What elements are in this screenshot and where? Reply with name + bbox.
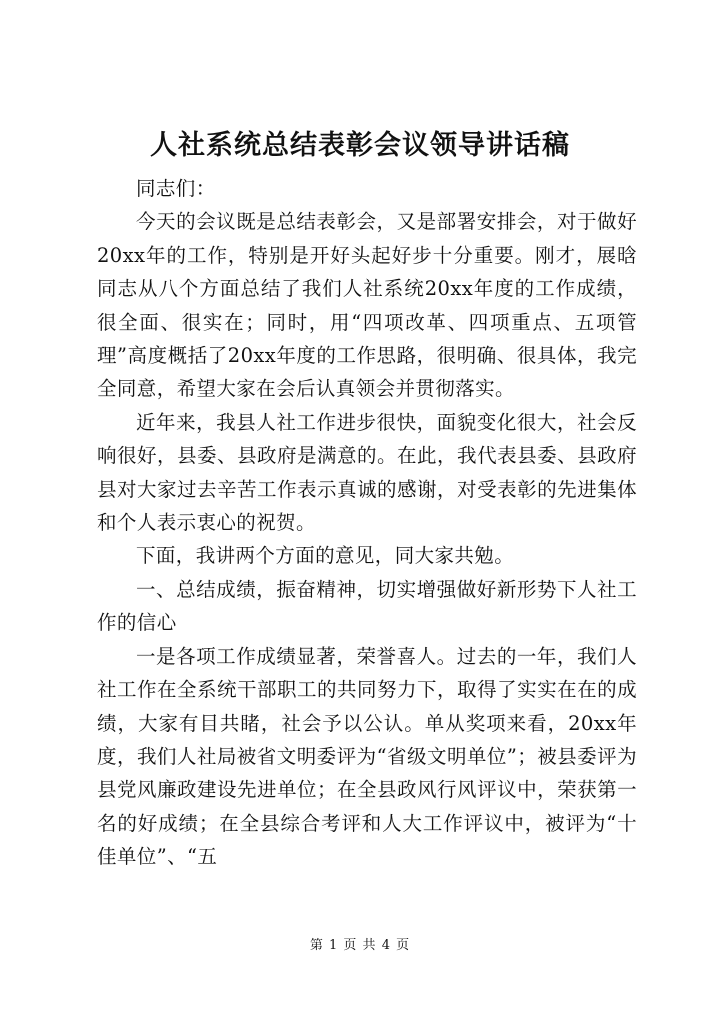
body-paragraph: 一是各项工作成绩显著，荣誉喜人。过去的一年，我们人社工作在全系统干部职工的共同努力下，取得了实实在在的成绩，大家有目共睹，社会予以公认。单从奖项来看，20xx年度，我们人社局被省文明委评为“省级文明单位”；被县委评为县党风廉政建设先进单位；在全县政风行风评议中，荣获第一名的好成绩；在全县综合考评和人大工作评议中，被评为“十佳单位”、“五 (97, 644, 637, 869)
section-heading-paragraph: 一、总结成绩，振奋精神，切实增强做好新形势下人社工作的信心 (97, 577, 637, 635)
document-body (97, 172, 637, 874)
salutation-paragraph: 同志们： (136, 177, 216, 200)
body-paragraph: 下面，我讲两个方面的意见，同大家共勉。 (136, 544, 515, 568)
body-paragraph: 今天的会议既是总结表彰会，又是部署安排会，对于做好20xx年的工作，特别是开好头起好步十分重要。刚才，展晗同志从八个方面总结了我们人社系统20xx年度的工作成绩，很全面、很实在；同时，用“四项改革、四项重点、五项管理”高度概括了20xx年度的工作思路，很明确、很具体，我完全同意，希望大家在会后认真领会并贯彻落实。 (97, 210, 637, 401)
document-title: 人社系统总结表彰会议领导讲话稿 (150, 130, 570, 161)
page-number-footer: 第 1 页 共 4 页 (309, 938, 411, 953)
body-paragraph: 近年来，我县人社工作进步很快，面貌变化很大，社会反响很好，县委、县政府是满意的。在此，我代表县委、县政府县对大家过去辛苦工作表示真诚的感谢，对受表彰的先进集体和个人表示衷心的祝贺。 (97, 410, 637, 535)
